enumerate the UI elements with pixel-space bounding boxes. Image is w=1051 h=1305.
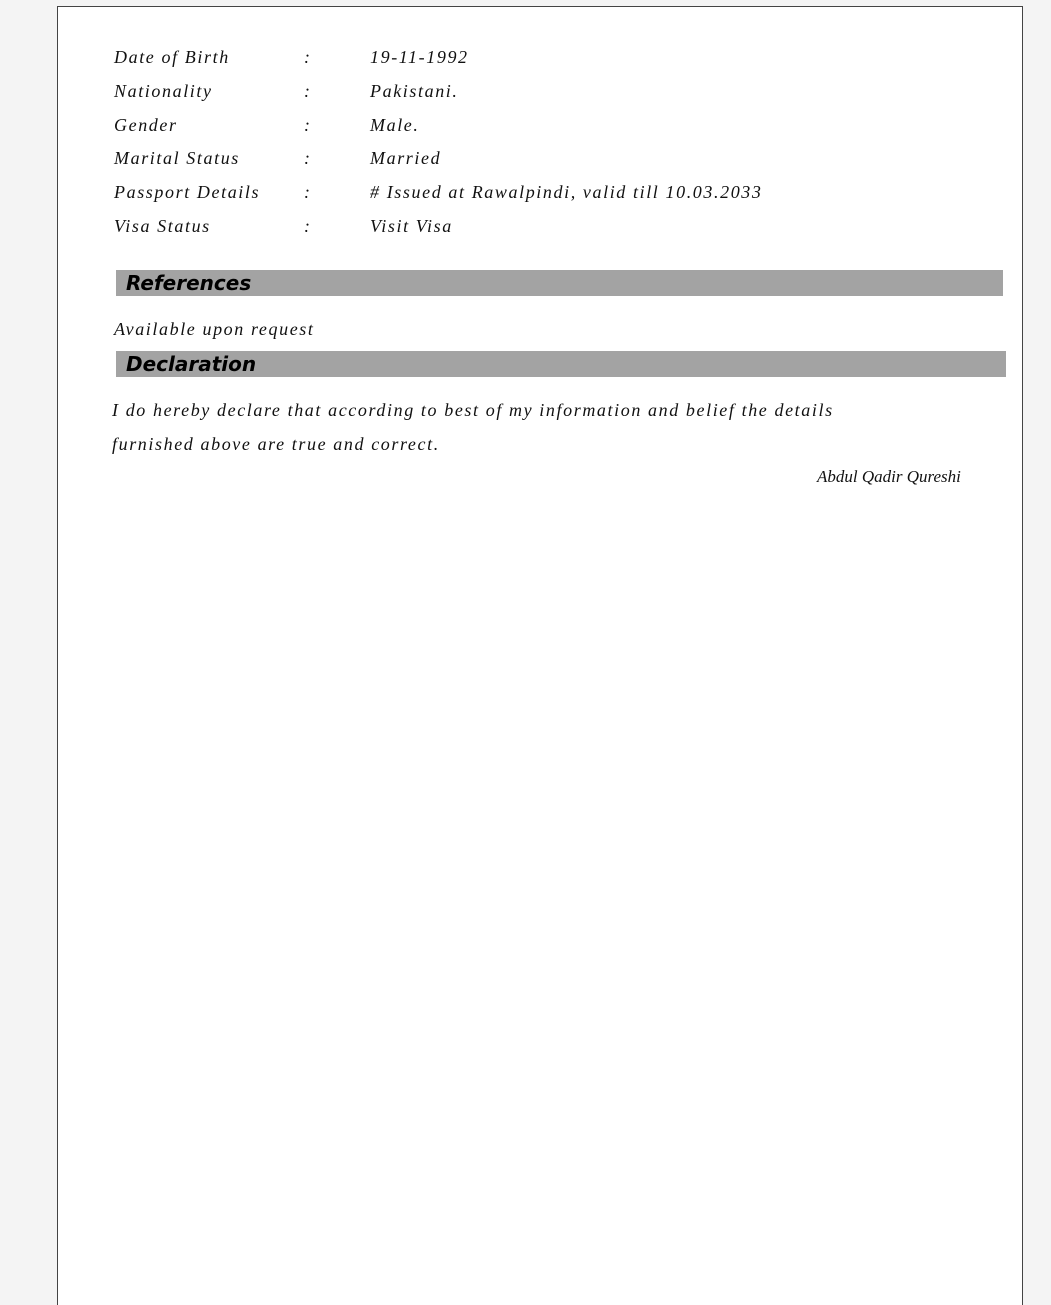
document-page [57,6,1023,1305]
signature-name: Abdul Qadir Qureshi [817,467,961,486]
info-colon: : [304,148,312,168]
references-heading: References [116,270,1003,296]
info-label: Gender [114,115,178,135]
references-text: Available upon request [114,319,315,339]
info-value: Pakistani. [370,81,459,101]
info-value: Male. [370,115,420,135]
info-label: Nationality [114,81,213,101]
declaration-heading: Declaration [116,351,1006,377]
info-colon: : [304,216,312,236]
info-label: Marital Status [114,148,240,168]
info-colon: : [304,81,312,101]
info-colon: : [304,115,312,135]
info-label: Date of Birth [114,47,230,67]
info-value: Married [370,148,442,168]
declaration-text-line-2: furnished above are true and correct. [112,434,440,454]
info-value: # Issued at Rawalpindi, valid till 10.03.2033 [370,182,763,202]
info-label: Passport Details [114,182,261,202]
info-value: 19-11-1992 [370,47,469,67]
info-value: Visit Visa [370,216,453,236]
info-label: Visa Status [114,216,211,236]
info-colon: : [304,182,312,202]
declaration-text-line-1: I do hereby declare that according to best of my information and belief the details [112,400,834,420]
info-colon: : [304,47,312,67]
